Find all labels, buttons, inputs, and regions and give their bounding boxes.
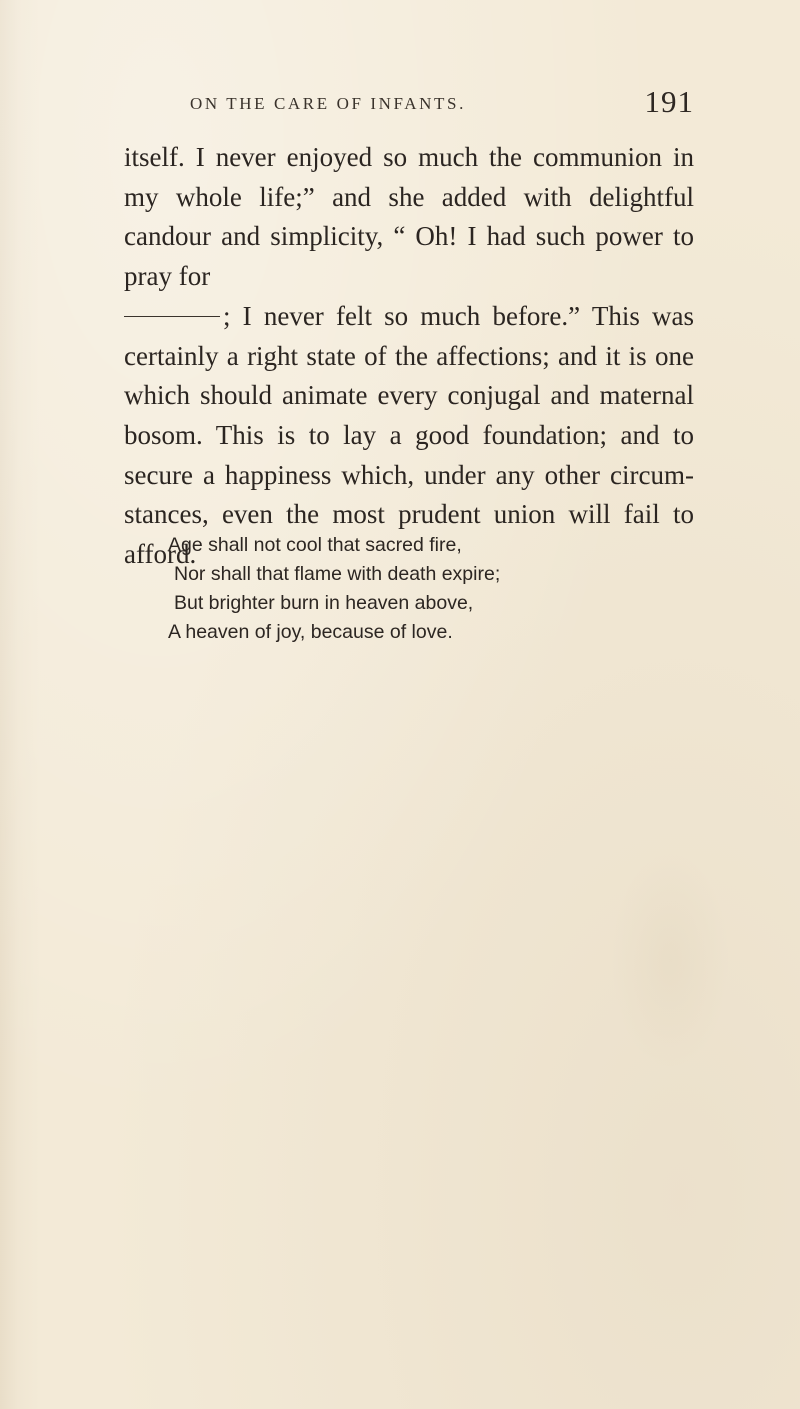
paper-stain: [610, 850, 730, 1070]
body-text-segment-2: ; I never felt so much before.” This was certainly a right state of the affections; and it is one which should animate every conjugal and maternal bosom. This is to lay a good foundation; and to secure a happiness which, under any other circum-stances, even the most prudent union will fail to afford.: [124, 300, 694, 570]
verse-line-3: But brighter burn in heaven above,: [174, 592, 474, 614]
verse-stanza: [168, 531, 668, 647]
omission-dash: [124, 316, 220, 317]
verse-line-2: Nor shall that flame with death expire;: [174, 563, 501, 585]
verse-line-4: A heaven of joy, because of love.: [168, 621, 453, 643]
body-text-segment-1: itself. I never enjoyed so much the communion in my whole life;” and she added with delightful candour and simplicity, “ Oh! I had such power to pray for: [124, 142, 694, 292]
page-number: 191: [644, 84, 694, 119]
body-paragraph: [124, 138, 694, 575]
running-head: [124, 84, 694, 124]
verse-line-1: Age shall not cool that sacred fire,: [168, 534, 462, 556]
running-title: ON THE CARE OF INFANTS.: [190, 94, 466, 113]
